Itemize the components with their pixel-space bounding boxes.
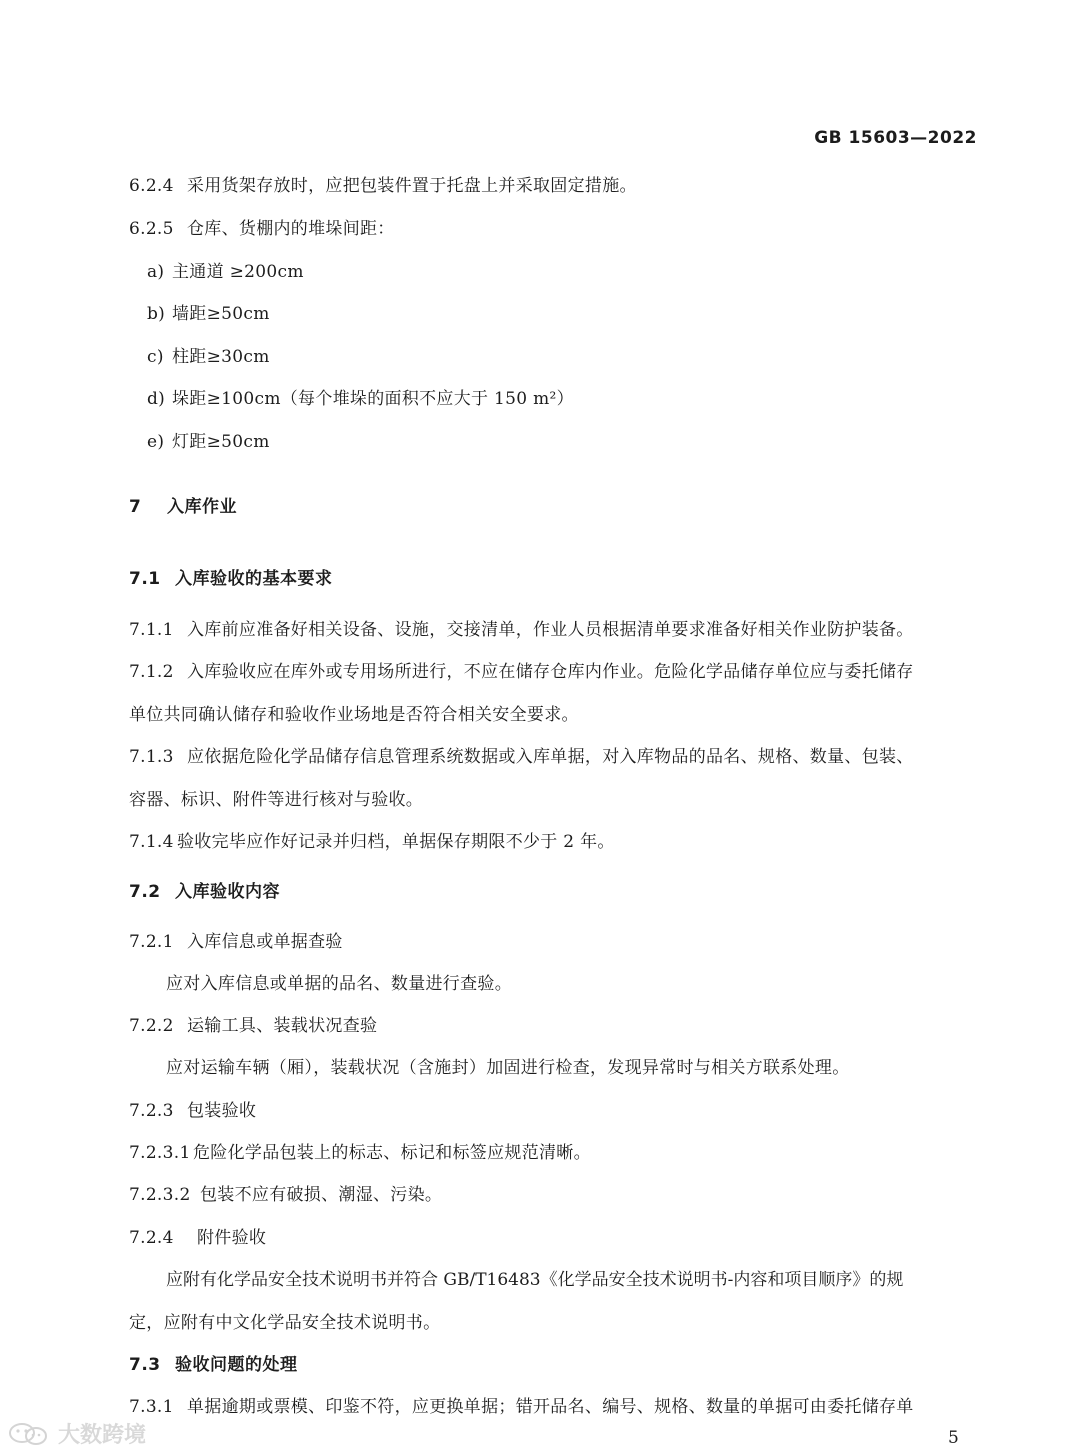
list-marker: d) (147, 389, 166, 409)
clause-number: 7.2.1 (129, 932, 174, 952)
clause-7-3-1 (129, 1395, 914, 1419)
clause-text: 采用货架存放时，应把包装件置于托盘上并采取固定措施。 (187, 176, 637, 196)
clause-number: 7.1.4 (129, 832, 174, 852)
section-7-3-heading (129, 1353, 298, 1377)
section-number: 7.3 (129, 1355, 161, 1375)
clause-text: 仓库、货棚内的堆垛间距： (187, 219, 395, 239)
clause-7-2-3 (129, 1099, 256, 1123)
list-text: 柱距≥30cm (172, 347, 270, 367)
clause-7-2-1-body (166, 972, 512, 996)
section-7-2-heading (129, 880, 280, 904)
wechat-logo-icon (8, 1422, 52, 1446)
clause-text: 应对运输车辆（厢），装载状况（含施封）加固进行检查，发现异常时与相关方联系处理。 (166, 1058, 850, 1078)
clause-number: 7.1.3 (129, 747, 174, 767)
clause-7-2-4 (129, 1226, 266, 1250)
section-7-1-heading (129, 567, 333, 591)
list-text: 灯距≥50cm (172, 432, 270, 452)
list-text: 墙距≥50cm (172, 304, 270, 324)
clause-7-2-1 (129, 930, 343, 954)
clause-number: 7.1.2 (129, 662, 174, 682)
clause-number: 6.2.5 (129, 219, 174, 239)
clause-text: 运输工具、装载状况查验 (187, 1016, 378, 1036)
section-number: 7.2 (129, 882, 161, 902)
clause-text: 容器、标识、附件等进行核对与验收。 (129, 790, 424, 810)
clause-text: 入库验收应在库外或专用场所进行，不应在储存仓库内作业。危险化学品储存单位应与委托储存 (187, 662, 914, 682)
clause-number: 7.1.1 (129, 620, 174, 640)
list-marker: b) (147, 304, 166, 324)
watermark-text: 大数跨境 (58, 1423, 147, 1448)
chapter-7-heading (129, 495, 237, 519)
clause-7-2-3-2 (129, 1183, 442, 1207)
list-item-c (147, 345, 270, 369)
section-title: 验收问题的处理 (175, 1355, 298, 1375)
clause-number: 7.2.3.1 (129, 1143, 191, 1163)
clause-text: 应附有化学品安全技术说明书并符合 GB/T16483《化学品安全技术说明书-内容和项目顺序》的规 (166, 1270, 904, 1290)
watermark (8, 1418, 146, 1449)
list-item-b (147, 302, 270, 326)
clause-6-2-4 (129, 174, 637, 198)
clause-text: 包装不应有破损、潮湿、污染。 (200, 1185, 443, 1205)
section-number: 7.1 (129, 569, 161, 589)
clause-text: 定，应附有中文化学品安全技术说明书。 (129, 1313, 441, 1333)
page-number: 5 (948, 1428, 959, 1448)
chapter-number: 7 (129, 497, 142, 517)
section-title: 入库验收内容 (175, 882, 280, 902)
clause-text: 验收完毕应作好记录并归档，单据保存期限不少于 2 年。 (177, 832, 615, 852)
clause-text: 入库前应准备好相关设备、设施，交接清单，作业人员根据清单要求准备好相关作业防护装备。 (187, 620, 914, 640)
chapter-title: 入库作业 (167, 497, 237, 517)
clause-text: 应依据危险化学品储存信息管理系统数据或入库单据，对入库物品的品名、规格、数量、包装、 (187, 747, 914, 767)
clause-text: 危险化学品包装上的标志、标记和标签应规范清晰。 (193, 1143, 591, 1163)
clause-text: 包装验收 (187, 1101, 257, 1121)
clause-7-2-2-body (166, 1056, 850, 1080)
clause-7-2-3-1 (129, 1141, 591, 1165)
clause-number: 7.3.1 (129, 1397, 174, 1417)
clause-number: 7.2.4 (129, 1228, 174, 1248)
clause-text: 单据逾期或票模、印鉴不符，应更换单据；错开品名、编号、规格、数量的单据可由委托储存单 (187, 1397, 914, 1417)
clause-text: 单位共同确认储存和验收作业场地是否符合相关安全要求。 (129, 705, 579, 725)
list-text: 主通道 ≥200cm (172, 262, 304, 282)
clause-7-1-2 (129, 660, 914, 684)
clause-7-1-4 (129, 830, 615, 854)
clause-number: 6.2.4 (129, 176, 174, 196)
clause-text: 附件验收 (197, 1228, 267, 1248)
section-title: 入库验收的基本要求 (175, 569, 333, 589)
clause-7-2-4-body (166, 1268, 903, 1292)
clause-number: 7.2.3 (129, 1101, 174, 1121)
clause-number: 7.2.2 (129, 1016, 174, 1036)
clause-7-1-3 (129, 745, 914, 769)
list-item-a (147, 260, 304, 284)
list-marker: e) (147, 432, 165, 452)
list-item-e (147, 430, 270, 454)
clause-6-2-5 (129, 217, 395, 241)
list-item-d (147, 387, 574, 411)
list-marker: c) (147, 347, 164, 367)
clause-number: 7.2.3.2 (129, 1185, 191, 1205)
clause-7-2-4-continuation (129, 1311, 440, 1335)
clause-7-1-2-continuation (129, 703, 579, 727)
standard-code: GB 15603—2022 (814, 128, 977, 148)
list-text: 垛距≥100cm（每个堆垛的面积不应大于 150 m²） (172, 389, 574, 409)
clause-7-1-3-continuation (129, 788, 423, 812)
clause-7-2-2 (129, 1014, 377, 1038)
clause-text: 入库信息或单据查验 (187, 932, 343, 952)
clause-7-1-1 (129, 618, 914, 642)
clause-text: 应对入库信息或单据的品名、数量进行查验。 (166, 974, 512, 994)
list-marker: a) (147, 262, 165, 282)
